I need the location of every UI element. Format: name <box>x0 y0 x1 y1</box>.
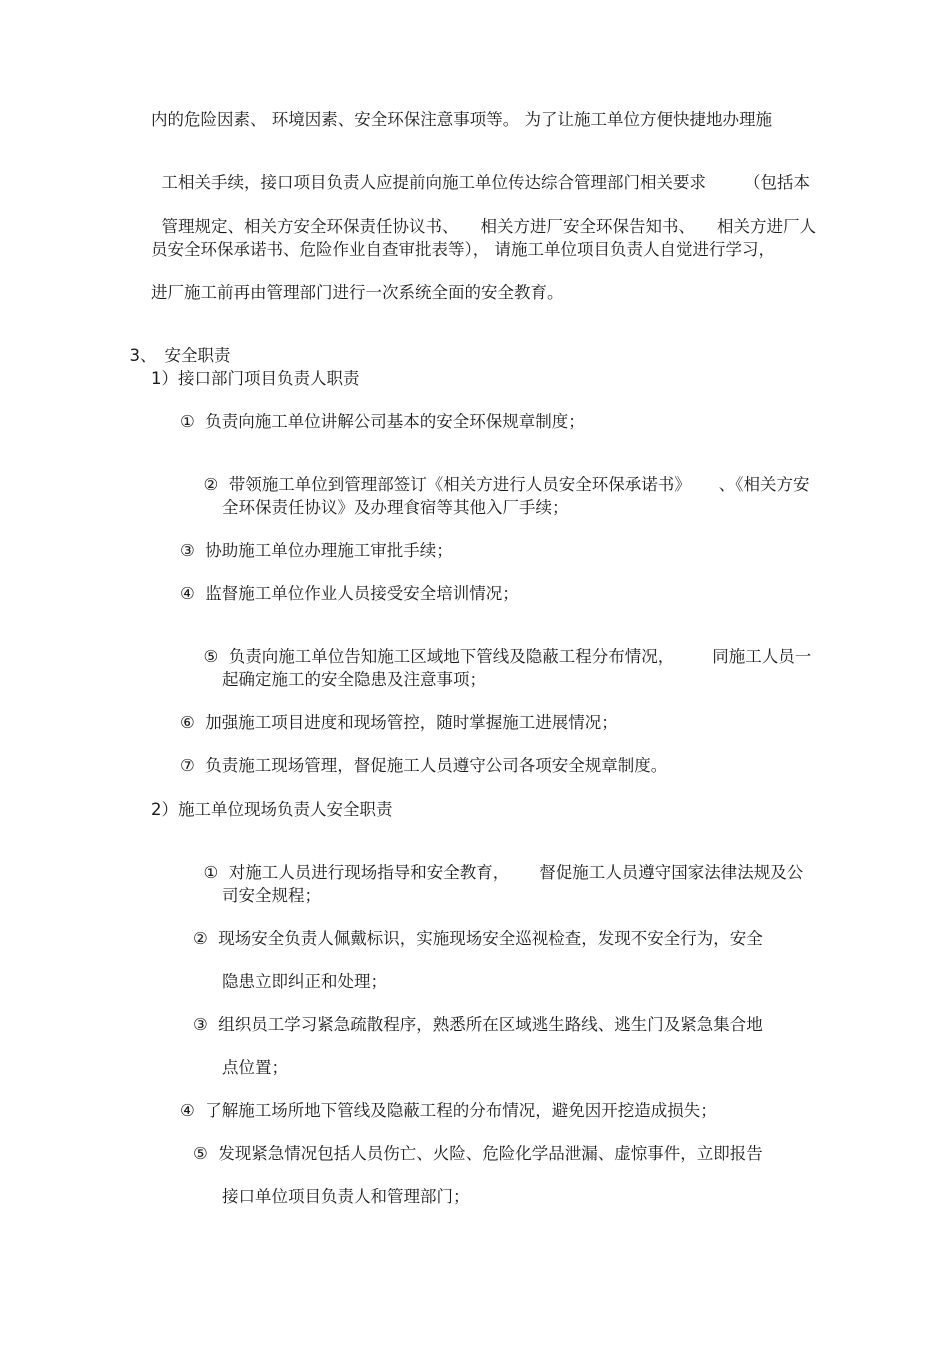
intro-line-4: 员安全环保承诺书、危险作业自查审批表等）， 请施工单位项目负责人自觉进行学习， <box>151 240 775 259</box>
sub1-item-6: ⑥ 加强施工项目进度和现场管控，随时掌握施工进展情况； <box>180 713 618 732</box>
intro-line-2-a: 工相关手续，接口项目负责人应提前向施工单位传达综合管理部门相关要求 <box>161 173 706 192</box>
sub1-item-5 <box>193 627 811 667</box>
sub2-item-3: ③ 组织员工学习紧急疏散程序，熟悉所在区域逃生路线、逃生门及紧急集合地 <box>193 1015 763 1034</box>
intro-line-3 <box>151 197 816 237</box>
sub2-item-1-b: 督促施工人员遵守国家法律法规及公 <box>539 863 804 882</box>
sub1-item-1: ① 负责向施工单位讲解公司基本的安全环保规章制度； <box>180 412 585 431</box>
sub2-item-2: ② 现场安全负责人佩戴标识，实施现场安全巡视检查，发现不安全行为，安全 <box>193 929 763 948</box>
sub1-item-2 <box>193 455 810 495</box>
intro-line-1: 内的危险因素、 环境因素、安全环保注意事项等。 为了让施工单位方便快捷地办理施 <box>151 110 772 129</box>
sub1-item-2-b: 、《相关方安 <box>718 475 810 494</box>
sub2-item-4: ④ 了解施工场所地下管线及隐蔽工程的分布情况，避免因开挖造成损失； <box>180 1101 717 1120</box>
intro-line-3-b: 相关方进厂安全环保告知书、 <box>480 217 695 236</box>
sub1-item-4: ④ 监督施工单位作业人员接受安全培训情况； <box>180 584 519 603</box>
section-3-heading <box>119 326 231 366</box>
sub1-item-5-cont: 起确定施工的安全隐患及注意事项； <box>222 670 486 689</box>
sub2-item-5: ⑤ 发现紧急情况包括人员伤亡、火险、危险化学品泄漏、虚惊事件，立即报告 <box>193 1144 763 1163</box>
intro-line-3-c: 相关方进厂人 <box>717 217 816 236</box>
intro-line-5: 进厂施工前再由管理部门进行一次系统全面的安全教育。 <box>151 283 564 302</box>
sub2-item-1-a: ① 对施工人员进行现场指导和安全教育， <box>203 863 510 882</box>
section-number: 3、 <box>129 346 157 365</box>
sub1-item-2-cont: 全环保责任协议》及办理食宿等其他入厂手续； <box>222 498 569 517</box>
sub1-item-7: ⑦ 负责施工现场管理，督促施工人员遵守公司各项安全规章制度。 <box>180 756 668 775</box>
sub1-item-5-a: ⑤ 负责向施工单位告知施工区域地下管线及隐蔽工程分布情况， <box>203 647 675 666</box>
sub2-item-1 <box>193 843 803 883</box>
sub1-item-3: ③ 协助施工单位办理施工审批手续； <box>180 541 453 560</box>
intro-line-3-a: 管理规定、相关方安全环保责任协议书、 <box>161 217 459 236</box>
sub2-item-2-cont: 隐患立即纠正和处理； <box>222 972 387 991</box>
intro-line-2-b: （包括本 <box>744 173 810 192</box>
section-title: 安全职责 <box>164 346 231 365</box>
sub2-item-3-cont: 点位置； <box>222 1058 288 1077</box>
sub1-item-5-b: 同施工人员一 <box>712 647 812 666</box>
sub1-heading: 1）接口部门项目负责人职责 <box>151 369 360 388</box>
sub2-item-1-cont: 司安全规程； <box>222 886 321 905</box>
sub2-heading: 2）施工单位现场负责人安全职责 <box>151 800 393 819</box>
intro-line-2 <box>151 153 810 193</box>
sub1-item-2-a: ② 带领施工单位到管理部签订《相关方进行人员安全环保承诺书》 <box>203 475 691 494</box>
sub2-item-5-cont: 接口单位项目负责人和管理部门； <box>222 1187 470 1206</box>
